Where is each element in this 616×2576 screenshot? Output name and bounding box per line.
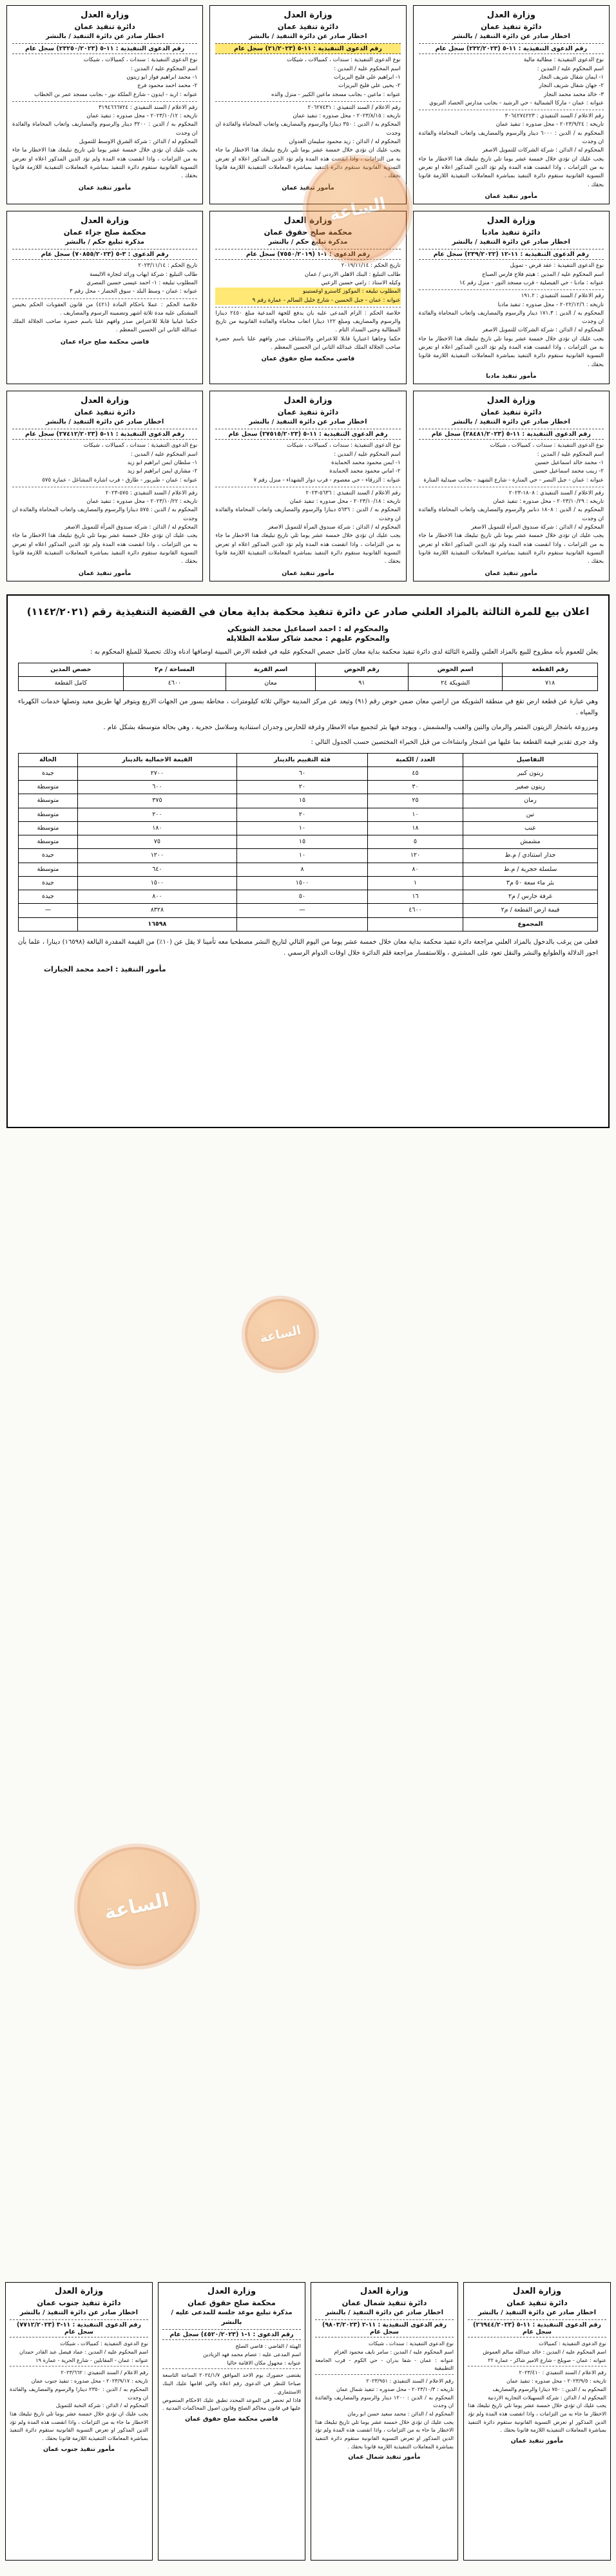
notice-line: تاريخه : ٢٠٢٣/٨/١٥ - محل صدوره : تنفيذ عمان [293,113,401,120]
notice-line: اسم المحكوم عليه / المدين : [130,65,198,72]
auction-intro: يعلن للعموم بأنه مطروح للبيع بالمزاد العلني وللمرة الثالثة لدى دائرة تنفيذ محكمة بداية معان كامل حصص المحكوم عليه في قطعة الارض المبينة اوصافها ادناه وذلك تحصيلا للمبلغ المحكوم به : [90,649,598,656]
notice-line: يقتضى حضورك يوم الاحد الموافق ٢٠٢٤/١/٧ الساعة التاسعة صباحا للنظر في الدعوى رقم اعلاه والتي اقامها عليك البنك الاستثماري . [162,2372,302,2395]
table-cell: ١٠ [368,808,463,821]
notice-line: المحكوم له / الدائن : شركة صندوق المرأة للتمويل الاصغر [267,524,401,531]
legal-notice [311,2282,458,2561]
clock-watermark-icon [74,1844,200,1969]
notice-line: مذكرة تبليغ حكم / بالنشر [65,239,145,246]
notice-line: عنوانه : عمان - وسط البلد - سوق الخضار - محل رقم ٣ [69,288,198,295]
table-cell: معان [226,677,316,690]
notice-line: رقم الدعوى التنفيذية : ١١-٥ (٢١/٢٠٢٣) سجل عام [215,43,400,54]
notice-line: مأمور تنفيذ جنوب عمان [43,2445,115,2453]
notice-line: اسم المحكوم عليه / المدين : عماد فيصل عبد القادر حمدان [19,2348,148,2355]
table-cell: رمان [463,794,597,808]
notice-line: مأمور تنفيذ عمان [78,569,131,577]
table-cell: متوسطة [19,808,78,821]
table-cell: ١٨٠ [77,821,236,835]
notice-line: المطلوب تبليغه : الموكوز كاسترو اوغستينو [215,288,400,296]
notice-line: رقم الاعلام / السند التنفيذي : ٢٠٢٣/٦٦٢ [61,2369,148,2376]
notice-line: المحكوم له / الدائن : شركة الشرق الاوسط للتمويل [79,139,198,146]
notice-line: اسم المحكوم عليه / المدين : [537,451,604,458]
notice-line: وزارة العدل [486,396,535,405]
notice-line: مأمور تنفيذ عمان [510,2437,564,2445]
notice-line: رقم الدعوى : ١-١ (٧٥٥٠/٢٠١٩) سجل عام [215,249,400,260]
notice-line: مأمور تنفيذ عمان [282,569,334,577]
table-header-cell: الحالة [19,753,78,766]
notice-line: المحكوم به / الدين : ١٨٠٨ دنانير والرسوم والمصاريف واتعاب المحاماة والفائدة ان وجدت [418,507,604,522]
divider [215,101,400,102]
table-cell: زيتون صغير [463,781,597,794]
legal-notice [6,211,203,384]
notice-line: مأمور تنفيذ عمان [485,192,538,200]
table-cell: — [19,904,78,917]
table-header-cell: حصص المدين [19,663,124,677]
notice-line: ٢- يحيى علي فليح البريزات [338,83,401,90]
notice-line: عنوانه : عمان - طبربور - طارق - قرب اشارة المشاغل - عمارة ٥٧٥ [42,476,198,483]
execution-officer-signature: مأمور التنفيذ : احمد محمد الجبارات [44,964,166,973]
notice-line: نوع الدعوى التنفيذية : سندات ، شيكات [369,2340,454,2347]
table-cell: ١٠ [236,821,367,835]
notice-line: عنوانه : اربد - ايدون - شارع الملكة نور - بجانب مسجد عمر بن الخطاب [34,91,198,98]
notice-line: نوع الدعوى التنفيذية : سندات ، كمبيالات ، شيكات [83,57,198,64]
auction-paragraph: ومزروعة باشجار الزيتون المثمر والرمان والتين والعنب والمشمش ، ويوجد فيها بئر لتجميع مياه الامطار وغرفة للحارس وجدران استنادية وسلاسل حجرية ، وهي بحالة متوسطة بشكل عام . [103,723,598,731]
notice-line: اسم المحكوم عليه / المدين : سامر نايف محمود العزام [334,2348,454,2355]
notice-line: قاضي محكمة صلح جزاء عمان [60,338,149,346]
notice-line: محكمة صلح حقوق عمان [188,2298,276,2308]
notice-line: وزارة العدل [486,10,535,20]
notice-line: دائرة تنفيذ عمان [277,22,339,32]
clock-watermark-icon [242,1296,319,1373]
notice-line: ٢- زينب محمد اسماعيل حسين [533,468,604,475]
notice-line: رقم الدعوى التنفيذية : ١١-٢ (٩٨٠٣/٢٠٢٣) سجل عام [315,2319,454,2337]
table-cell: ١٦ [368,890,463,904]
table-header-cell: العدد / الكمية [368,753,463,766]
party-line: والمحكوم عليهم : محمد شاكر سلامة الظلايله [226,634,390,643]
table-cell: ٨٠٠ [77,890,236,904]
notice-line: يجب عليك ان تؤدي خلال خمسة عشر يوما تلي تاريخ تبليغك هذا الاخطار ما جاء به من التزامات ، واذا انقضت هذه المدة ولم تؤد الدين المذكور او تعرض التسوية القانونية ستقوم دائرة التنفيذ بمباشرة المعاملات التنفيذية اللازمة قانونا بحقك . [468,2402,606,2434]
table-cell: ٦٠٠ [77,781,236,794]
notice-line: اسم المحكوم عليه / المدين : هيثم فلاح فارس الصباح [481,271,604,278]
legal-notice [209,391,406,581]
notice-line: وكيله الاستاذ : رامي حسين الزعبي [321,279,401,286]
notice-line: المحكوم له / الدائن : شركة صندوق المرأة للتمويل الاصغر [64,524,198,531]
notice-line: وزارة العدل [81,10,130,20]
notice-line: قاضي محكمة صلح حقوق عمان [185,2415,278,2423]
notice-line: يجب عليك ان تؤدي خلال خمسة عشر يوما تلي تاريخ تبليغك هذا الاخطار ما جاء به من التزامات ، واذا انقضت هذه المدة ولم تؤد الدين المذكور اعلاه او تعرض التسوية القانونية ستقوم دائرة التنفيذ بمباشرة المعاملات التنفيذية اللازمة قانونا بحقك . [418,335,604,368]
notice-line: مذكرة تبليغ حكم / بالنشر [268,239,348,246]
notice-line: المحكوم له / الدائن : شركة النخبة للتمويل [55,2402,148,2409]
notice-line: المحكوم به / الدين : ١٢٠٠ دينار والرسوم والمصاريف والفائدة ان وجدت [315,2394,454,2409]
table-cell: ٩١ [315,677,408,690]
legal-notice [413,5,610,204]
notice-line: الهيئة / القاضي : قاضي الصلح [235,2343,301,2350]
table-cell: ٢٧٠٠ [77,766,236,780]
table-cell: ٢٠ [236,808,367,821]
notice-line: دائرة تنفيذ مادبا [481,228,541,237]
notice-line: دائرة تنفيذ جنوب عمان [37,2298,121,2308]
table-cell: قيمة ارض القطعة / م٢ [463,904,597,917]
table-cell: ٨ [236,863,367,876]
notice-line: خلاصة الحكم : الزام المدعى عليه بان يدفع للجهة المدعية مبلغ ٢٤٥٠ دينارا والرسوم والمصاريف ومبلغ ١٢٢ دينارا اتعاب محاماة والفائدة القانونية من تاريخ المطالبة وحتى السداد التام . [215,309,401,334]
notice-line: اخطار صادر عن دائرة التنفيذ / بالنشر [325,2309,444,2317]
table-cell: متوسطة [19,835,78,849]
notice-line: ٢- مشاري ايمن ابراهيم ابو زيد [127,468,198,475]
notice-line: رقم الدعوى التنفيذية : ١١-٥ (٢٨٤٨١/٢٠٢٣) سجل عام [419,429,604,440]
notice-line: ١- ابراهيم علي فليح البريزات [334,73,401,81]
legal-notice [209,5,406,204]
notice-line: رقم الاعلام / السند التنفيذي : ١٩١.٢ [521,293,604,300]
notice-line: رقم الدعوى : ١-١ (٤٥٢٠/٢٠٢٣) سجل عام [162,2329,301,2340]
notice-line: المحكوم له / الدائن : شركة صندوق المرأة للتمويل الاصغر [471,524,604,531]
legal-notice [413,211,610,384]
bottom-notices-grid [5,2282,611,2561]
notice-line: اخطار صادر عن دائرة التنفيذ / بالنشر [46,418,164,426]
notice-line: اسم المحكوم عليه / المدين : [334,65,401,72]
table-cell: متوسطة [19,781,78,794]
table-cell: ٣٠ [368,781,463,794]
table-cell: ١٨ [368,821,463,835]
notice-line: حكما غيابيا قابلا للاعتراض صدر وافهم علنا باسم حضرة صاحب الجلالة الملك عبدالله الثاني ابن الحسين المعظم . [12,318,198,334]
auction-notice [6,594,610,1128]
notice-line: مأمور تنفيذ عمان [485,569,538,577]
table-cell: ١٥٠٠ [236,876,367,890]
notice-line: نوع الدعوى التنفيذية : مطالبة مالية [523,57,604,64]
table-cell: ٥ [368,835,463,849]
table-cell: ٤٥ [368,766,463,780]
notice-line: رقم الاعلام / السند التنفيذي : ٥٦٣٦-٢٠٢٣ [305,489,401,496]
notice-line: عنوانه : عمان - شفا بدران - حي الكوم - قرب الجامعة التطبيقية [315,2356,454,2372]
watermark-text: الساعة [258,1323,302,1346]
notice-line: المحكوم به / الدين : ٥٦٣٦ دينارا والرسوم والمصاريف واتعاب المحاماة والفائدة ان وجدت [215,507,401,522]
auction-paragraph: وهي عبارة عن قطعة ارض تقع في منطقة الشويكة من اراضي معان ضمن حوض رقم (٩١) وتبعد عن مركز المدينة حوالي ثلاثة كيلومترات ، محاطة بسور من الجهات الاربع ويتوفر لها طريق معبد وتصلها خدمات الكهرباء والمياه . [18,698,598,716]
table-cell: ٧١٨ [503,677,598,690]
notice-line: وزارة العدل [207,2287,256,2296]
notice-line: نوع الدعوى التنفيذية : عقد قرض - تمويل [510,262,604,269]
table-cell: متوسطة [19,794,78,808]
table-cell: متوسطة [19,821,78,835]
notice-line: رقم الاعلام / السند التنفيذي : ٣١٩٤٦٦٦٧٢٤ [99,104,198,111]
notice-line: المحكوم له / الدائن : شركة التسهيلات التجارية الاردنية [487,2394,606,2401]
table-cell: ١٠ [236,849,367,863]
notice-line: تاريخ الحكم : ٢٠١٩/١١/١٤ [341,262,401,269]
table-cell: عنب [463,821,597,835]
legal-notice [6,391,203,581]
table-cell: ٦٤٠ [77,863,236,876]
top-notices-grid [0,0,616,587]
table-total-cell [19,917,78,931]
notice-line: ٢- محمد احمد محمود فرج [137,83,198,90]
auction-title: اعلان بيع للمرة الثالثة بالمزاد العلني صادر عن دائرة تنفيذ محكمة بداية معان في القضية التنفيذية رقم (١١٤٢/٢٠٢١) [26,605,590,618]
notice-line: تاريخه : ٢٠٢٣/١٠/٢٩ - محل صدوره : تنفيذ عمان [493,498,604,505]
table-cell: زيتون كبير [463,766,597,780]
notice-line: المحكوم به / الدين : ٣٢٠٠ دينار والرسوم والمصاريف واتعاب المحاماة والفائدة ان وجدت [12,121,198,137]
notice-line: تاريخه : ٢٠٢٣/١٠/٢٢ - محل صدوره : تنفيذ عمان [86,498,198,505]
table-cell: ١ [368,876,463,890]
notice-line: اسم المدعى عليه : عصام محمد فهد الزيادين [203,2350,301,2357]
notice-line: رقم الاعلام / السند التنفيذي : ١٨٠٨-٢٠٢٣ [508,489,604,496]
notice-line: يجب عليك ان تؤدي خلال خمسة عشر يوما تلي تاريخ تبليغك هذا الاخطار ما جاء به من التزامات ، واذا انقضت هذه المدة ولم تؤد الدين المذكور اعلاه او تعرض التسوية القانونية ستقوم دائرة التنفيذ بمباشرة المعاملات التنفيذية اللازمة قانونا بحقك . [12,532,198,565]
table-cell: ٦٠ [236,766,367,780]
table-cell: ٣٧٥ [77,794,236,808]
notice-line: ١- محمد خالد اسماعيل حسين [535,459,604,466]
legal-notice [413,391,610,581]
notice-line: تاريخه : ٢٠٢٣/٩/٥ - محل صدوره : تنفيذ عمان [506,2377,606,2385]
notice-line: وزارة العدل [284,396,332,405]
table-header-cell: القيمة الاجمالية بالدينار [77,753,236,766]
notice-line: نوع الدعوى التنفيذية : سندات ، كمبيالات ، شيكات [287,442,401,449]
notice-line: تاريخه : ٢٠٢٣/١٠/٣ - محل صدوره : تنفيذ شمال عمان [336,2385,454,2392]
notice-line: دائرة تنفيذ عمان [506,2298,568,2308]
notice-line: رقم الدعوى التنفيذية : ١١-٥ (٢٣٢٥٠/٢٠٢٣) سجل عام [12,43,197,54]
table-total-cell: المجموع [463,917,597,931]
notice-line: رقم الاعلام / السند التنفيذي : ٢٠٢٣/٤١٠ [519,2369,606,2376]
notice-line: قاضي محكمة صلح حقوق عمان [261,355,355,363]
legal-notice [5,2282,153,2561]
notice-line: نوع الدعوى التنفيذية : سندات ، كمبيالات ، شيكات [83,442,198,449]
notice-line: رقم الاعلام / السند التنفيذي : ٢٠٢٣/٩٥١ [366,2377,454,2385]
notice-line: عنوانه : عمان - صويلح - شارع الامير شاكر - عمارة ٢٢ [488,2356,606,2363]
notice-line: رقم الدعوى التنفيذية : ١١-٥ (٢٧٤١٢/٢٠٢٣) سجل عام [12,429,197,440]
notice-line: رقم الدعوى التنفيذية : ١١-٥ (٢٦٩٤٤/٢٠٢٣) سجل عام [468,2319,606,2337]
table-header-cell: التفاصيل [463,753,597,766]
notice-line: رقم الدعوى التنفيذية : ١١-٥ (٢٧٥١٥/٢٠٢٣) سجل عام [215,429,400,440]
notice-line: عنوانه : عمان - ماركا الشمالية - حي الرشيد - بجانب مدارس الحصاد التربوي [429,99,604,106]
legal-notice [158,2282,305,2561]
table-cell: مشمش [463,835,597,849]
notice-line: يجب عليك ان تؤدي خلال خمسة عشر يوما تلي تاريخ تبليغك هذا الاخطار ما جاء به من التزامات ، واذا انقضت هذه المدة ولم تؤد الدين المذكور اعلاه او تعرض التسوية القانونية ستقوم دائرة التنفيذ بمباشرة المعاملات التنفيذية اللازمة قانونا بحقك . [12,147,198,180]
notice-line: ١- سلطان ايمن ابراهيم ابو زيد [127,459,198,466]
watermark-text: الساعة [102,1888,172,1925]
notice-line: مأمور تنفيذ عمان [78,184,131,191]
watermark-text: الساعة [327,194,388,225]
notice-line: حكما وجاهيا اعتباريا قابلا للاعتراض والاستئناف صدر وافهم علنا باسم حضرة صاحب الجلالة الملك عبدالله الثاني ابن الحسين المعظم . [215,335,401,351]
notice-line: دائرة تنفيذ عمان [74,22,135,32]
notice-line: وزارة العدل [360,2287,409,2296]
table-cell: ٤٦٠٠ [123,677,226,690]
table-cell: ١٥ [236,794,367,808]
notice-line: وزارة العدل [81,396,130,405]
auction-parties [18,624,598,643]
notice-line: تاريخ الحكم : ٢٠٢٣/١١/١٤ [138,262,198,269]
table-cell: ٤٦٠٠ [368,904,463,917]
table-header-cell: اسم الحوض [409,663,503,677]
table-cell: جيدة [19,876,78,890]
notice-line: دائرة تنفيذ شمال عمان [342,2298,427,2308]
notice-line: المحكوم به / الدين : ٦٠٠٠ دينار والرسوم والمصاريف واتعاب المحاماة والفائدة ان وجدت [418,130,604,146]
auction-description [18,696,598,748]
notice-line: اخطار صادر عن دائرة التنفيذ / بالنشر [249,418,367,426]
notice-line: فاذا لم تحضر في الموعد المحدد تطبق عليك الاحكام المنصوص عليها في قانون محاكم الصلح وقانون اصول المحاكمات المدنية . [162,2396,301,2412]
notice-line: المحكوم له / الدائن : شركة الشركات للتمويل الاصغر [482,327,604,334]
notice-line: اسم المحكوم عليه / المدين : خالد عبدالله سالم العموش [483,2348,606,2355]
notice-line: المحكوم به / الدين : ٧٥٠ دينارا والرسوم والمصاريف [492,2385,606,2392]
notice-line: رقم الدعوى التنفيذية : ١١-٣ (٧٧١٢/٢٠٢٣) سجل عام [10,2319,148,2337]
table-cell: الشويكة ٢٤ [409,677,503,690]
table-total-cell: ١٦٥٩٨ [77,917,236,931]
notice-line: اخطار صادر عن دائرة التنفيذ / بالنشر [249,33,367,41]
auction-terms: فعلى من يرغب بالدخول بالمزاد العلني مراجعة دائرة تنفيذ محكمة بداية معان خلال خمسة عشر يوما من اليوم التالي لتاريخ النشر مصطحبا معه تأمينا لا يقل عن (١٠٪) من القيمة المقدرة البالغة (١٦٥٩٨) دينارا ، علما بأن اجور الدلالة والطوابع والنشر والنقل تعود على المشتري ، وللاستفسار مراجعة قلم الدائرة خلال اوقات الدوام الرسمي . [18,938,599,957]
table-cell: جيدة [19,849,78,863]
notice-line: عنوانه : الزرقاء - حي معصوم - قرب دوار الشهداء - منزل رقم ٧ [253,476,401,483]
legal-notice [209,211,406,384]
divider [419,289,604,290]
notice-line: محكمة صلح حقوق عمان [264,228,352,237]
party-line: والمحكوم له : احمد اسماعيل محمد الشويكي [227,624,389,633]
notice-line: اخطار صادر عن دائرة التنفيذ / بالنشر [452,239,570,246]
legal-notice [463,2282,611,2561]
notice-line: وزارة العدل [486,215,535,226]
notice-line: المحكوم به / الدين : ٢٣٥٠ دينارا والرسوم والمصاريف والفائدة ان وجدت [10,2385,148,2401]
notice-line: اسم المحكوم عليه / المدين : [537,65,604,72]
notice-line: عنوانه : مجهول مكان الاقامة حاليا [227,2359,301,2366]
table-cell: جدار استنادي / م.ط [463,849,597,863]
notice-line: دائرة تنفيذ عمان [481,22,542,32]
table-cell: سلسلة حجرية / م.ط [463,863,597,876]
notice-line: اخطار صادر عن دائرة التنفيذ / بالنشر [477,2309,597,2317]
notice-line: نوع الدعوى التنفيذية : كمبيالات [539,2340,606,2347]
table-header-cell: رقم الحوض [315,663,408,677]
notice-line: رقم الاعلام / السند التنفيذي : ٣٠٦٤٢٧٤٢٢٣ [505,113,604,120]
table-cell: ١٥٠٠ [77,876,236,890]
notice-line: المطلوب تبليغه : ١- احمد عيسى حسين المصري [86,279,198,286]
table-cell: جيدة [19,766,78,780]
notice-line: رقم الدعوى التنفيذية : ١١-٥ (٢٣٢/٢٠٢٣) سجل عام [419,43,604,54]
notice-line: مأمور تنفيذ عمان [282,184,334,191]
valuation-table [18,753,598,932]
notice-line: رقم الاعلام / السند التنفيذي : ٢٠٦٢٧٤٣١ [307,104,401,111]
table-cell: كامل القطعة [19,677,124,690]
table-header-cell: اسم القرية [226,663,316,677]
table-cell: متوسطة [19,863,78,876]
notice-line: المحكوم له / الدائن : زيد محمود سليمان العدوان [289,139,401,146]
notice-line: يجب عليك ان تؤدي خلال خمسة عشر يوما تلي تاريخ تبليغك هذا الاخطار ما جاء به من التزامات ، واذا انقضت هذه المدة ولم تؤد الدين المذكور او تعرض التسوية القانونية ستقوم دائرة التنفيذ بمباشرة المعاملات التنفيذية اللازمة قانونا بحقك . [315,2418,454,2450]
notice-line: يجب عليك ان تؤدي خلال خمسة عشر يوما تلي تاريخ تبليغك هذا الاخطار ما جاء به من التزامات ، واذا انقضت هذه المدة ولم تؤد الدين المذكور اعلاه او تعرض التسوية القانونية ستقوم دائرة التنفيذ بمباشرة المعاملات التنفيذية اللازمة قانونا بحقك . [215,147,401,180]
notice-line: عنوانه : عمان - جبل النصر - حي المنارة - شارع الشهيد - بجانب صيدلية المنارة [423,476,604,483]
notice-line: يجب عليك ان تؤدي خلال خمسة عشر يوما تلي تاريخ تبليغك هذا الاخطار ما جاء به من التزامات ، واذا انقضت هذه المدة ولم تؤد الدين المذكور اعلاه او تعرض التسوية القانونية ستقوم دائرة التنفيذ بمباشرة المعاملات التنفيذية اللازمة قانونا بحقك . [418,155,604,188]
notice-line: المحكوم له / الدائن : محمد سعيد حسن ابو رمان [347,2410,454,2417]
notice-line: اخطار صادر عن دائرة التنفيذ / بالنشر [452,418,570,426]
table-header-cell: فئة التقييم بالدينار [236,753,367,766]
notice-line: وزارة العدل [512,2287,562,2296]
table-cell: ٥٠ [236,890,367,904]
notice-line: عنوانه : عمان - المقابلين - شارع الحرية - عمارة ١٩ [35,2356,148,2363]
divider [315,2374,454,2375]
auction-paragraph: وقد جرى تقدير قيمة القطعة بما عليها من اشجار وانشاءات من قبل الخبراء المختصين حسب الجدول التالي : [311,738,598,746]
notice-line: يجب عليك ان تؤدي خلال خمسة عشر يوما تلي تاريخ تبليغك هذا الاخطار ما جاء به من التزامات ، واذا انقضت هذه المدة ولم تؤد الدين المذكور اعلاه او تعرض التسوية القانونية ستقوم دائرة التنفيذ بمباشرة المعاملات التنفيذية اللازمة قانونا بحقك . [418,532,604,565]
notice-line: طالب التبليغ : البنك الاهلي الاردني / عمان [304,271,401,278]
table-cell: ١٢٠٠ [77,849,236,863]
notice-line: تاريخه : ٢٠٢٣/١٠/١٨ - محل صدوره : تنفيذ عمان [289,498,401,505]
notice-line: مأمور تنفيذ شمال عمان [348,2454,421,2461]
table-cell: ١٥ [236,835,367,849]
notice-line: ٢- جهان شقال شريف النجار [539,83,604,90]
notice-line: دائرة تنفيذ عمان [74,407,135,417]
divider [162,2368,301,2369]
notice-line: عنوانه : مادبا - حي الفيصلية - قرب مسجد النور - منزل رقم ١٤ [459,279,604,286]
notice-line: مذكرة تبليغ موعد جلسة للمدعى عليه / بالنشر [171,2309,293,2327]
legal-notice [6,5,203,204]
notice-line: تاريخه : ٢٠٢٣/٩/١٧ - محل صدوره : تنفيذ جنوب عمان [31,2377,148,2385]
table-cell: — [236,904,367,917]
notice-line: تاريخه : ٢٠٢٣/٩/٢٤ - محل صدوره : تنفيذ عمان [496,121,604,128]
notice-line: رقم الاعلام / السند التنفيذي : ٥٧٥-٢٠٢٣ [105,489,198,496]
notice-line: وزارة العدل [284,10,332,20]
table-cell: ١٢٠ [368,849,463,863]
table-cell: بئر ماء سعة ٥٠ م٣ [463,876,597,890]
notice-line: رقم الدعوى التنفيذية : ١١-١٢ (٢٣٩/٢٠٢٢) سجل عام [419,249,604,260]
notice-line: عنوانه : ماعين - بجانب مسجد ماعين الكبير - منزل والده [271,91,401,98]
notice-line: وزارة العدل [284,215,332,226]
notice-line: اخطار صادر عن دائرة التنفيذ / بالنشر [452,33,570,41]
notice-line: المحكوم به / الدين : ١٧١.٣ دينار والرسوم والمصاريف واتعاب المحاماة والفائدة ان وجدت [418,309,604,326]
notice-line: وزارة العدل [54,2287,104,2296]
notice-line: نوع الدعوى التنفيذية : سندات ، كمبيالات ، شيكات [287,57,401,64]
notice-line: اخطار صادر عن دائرة التنفيذ / بالنشر [46,33,164,41]
notice-line: ١- ايمان شقال شريف النجار [539,73,604,81]
table-cell: ٢٠ [236,781,367,794]
notice-line: خلاصة الحكم : عملا باحكام المادة (٤٢١) من قانون العقوبات الحكم بحبس المشتكى عليه مدة ثلاثة اشهر وتضمينه الرسوم والمصاريف . [12,301,198,317]
table-cell: ٧٥ [77,835,236,849]
notice-line: مأمور تنفيذ مادبا [486,373,537,380]
divider [12,298,197,299]
notice-line: المحكوم به / الدين : ٣٥٠ دينارا والرسوم والمصاريف واتعاب المحاماة والفائدة ان وجدت [215,121,401,137]
notice-line: ١- محمد ابراهيم فواز ابو زيتون [126,73,198,81]
table-cell: ٨٣٢٨ [77,904,236,917]
notice-line: محكمة صلح جزاء عمان [63,228,146,237]
table-cell: ٢٠٠ [77,808,236,821]
notice-line: ٣- خالد محمد محمد النجار [544,91,604,98]
notice-line: اسم المحكوم عليه / المدين : [334,451,401,458]
notice-line: المحكوم به / الدين : ٥٧٥ دينارا والرسوم والمصاريف واتعاب المحاماة والفائدة ان وجدت [12,507,198,522]
notice-line: رقم الدعوى : ٣-٥ (٧٠٨٥٥/٢٠٢٣) سجل عام [12,249,197,260]
table-cell: ٢٥ [368,794,463,808]
notice-line: يجب عليك ان تؤدي خلال خمسة عشر يوما تلي تاريخ تبليغك هذا الاخطار ما جاء به من التزامات ، واذا انقضت هذه المدة ولم تؤد الدين المذكور او تعرض التسوية القانونية ستقوم دائرة التنفيذ بمباشرة المعاملات التنفيذية اللازمة قانونا بحقك . [10,2410,148,2442]
notice-line: نوع الدعوى التنفيذية : سندات ، كمبيالات ، شيكات [490,442,604,449]
notice-line: ١- ايمن محمود محمد الحمايدة [331,459,401,466]
notice-line: المحكوم له / الدائن : شركة الشركات للتمويل الاصغر [482,147,604,154]
notice-line: دائرة تنفيذ عمان [481,407,542,417]
notice-line: وزارة العدل [81,215,130,226]
land-table [18,663,598,691]
table-header-cell: المساحة / م٢ [123,663,226,677]
notice-line: دائرة تنفيذ عمان [277,407,339,417]
table-total-cell [236,917,367,931]
notice-line: تاريخه : ٢٠٢٢/١٢/٦ - محل صدوره : تنفيذ مادبا [497,301,604,308]
notice-line: اخطار صادر عن دائرة التنفيذ / بالنشر [19,2309,139,2317]
notice-line: ٢- اماني محمود محمد الحمايدة [329,468,401,475]
notice-line: نوع الدعوى التنفيذية : كمبيالات ، شيكات [60,2340,148,2347]
table-cell: جيدة [19,890,78,904]
table-cell: تين [463,808,597,821]
divider [12,101,197,102]
table-header-cell: رقم القطعة [503,663,598,677]
notice-line: يجب عليك ان تؤدي خلال خمسة عشر يوما تلي تاريخ تبليغك هذا الاخطار ما جاء به من التزامات ، واذا انقضت هذه المدة ولم تؤد الدين المذكور اعلاه او تعرض التسوية القانونية ستقوم دائرة التنفيذ بمباشرة المعاملات التنفيذية اللازمة قانونا بحقك . [215,532,401,565]
notice-line: اسم المحكوم عليه / المدين : [130,451,198,458]
notice-line: تاريخه : ٢٠٢٣/١٠/١٢ - محل صدوره : تنفيذ عمان [86,113,198,120]
notice-line: طالب التبليغ : شركة ايهاب ورائد لتجارة الالبسة [90,271,198,278]
notice-line: عنوانه : عمان - جبل الحسين - شارع خليل السالم - عمارة رقم ٩ [215,297,400,305]
table-total-cell [368,917,463,931]
table-cell: غرفة حارس / م٢ [463,890,597,904]
table-cell: ٨٠ [368,863,463,876]
